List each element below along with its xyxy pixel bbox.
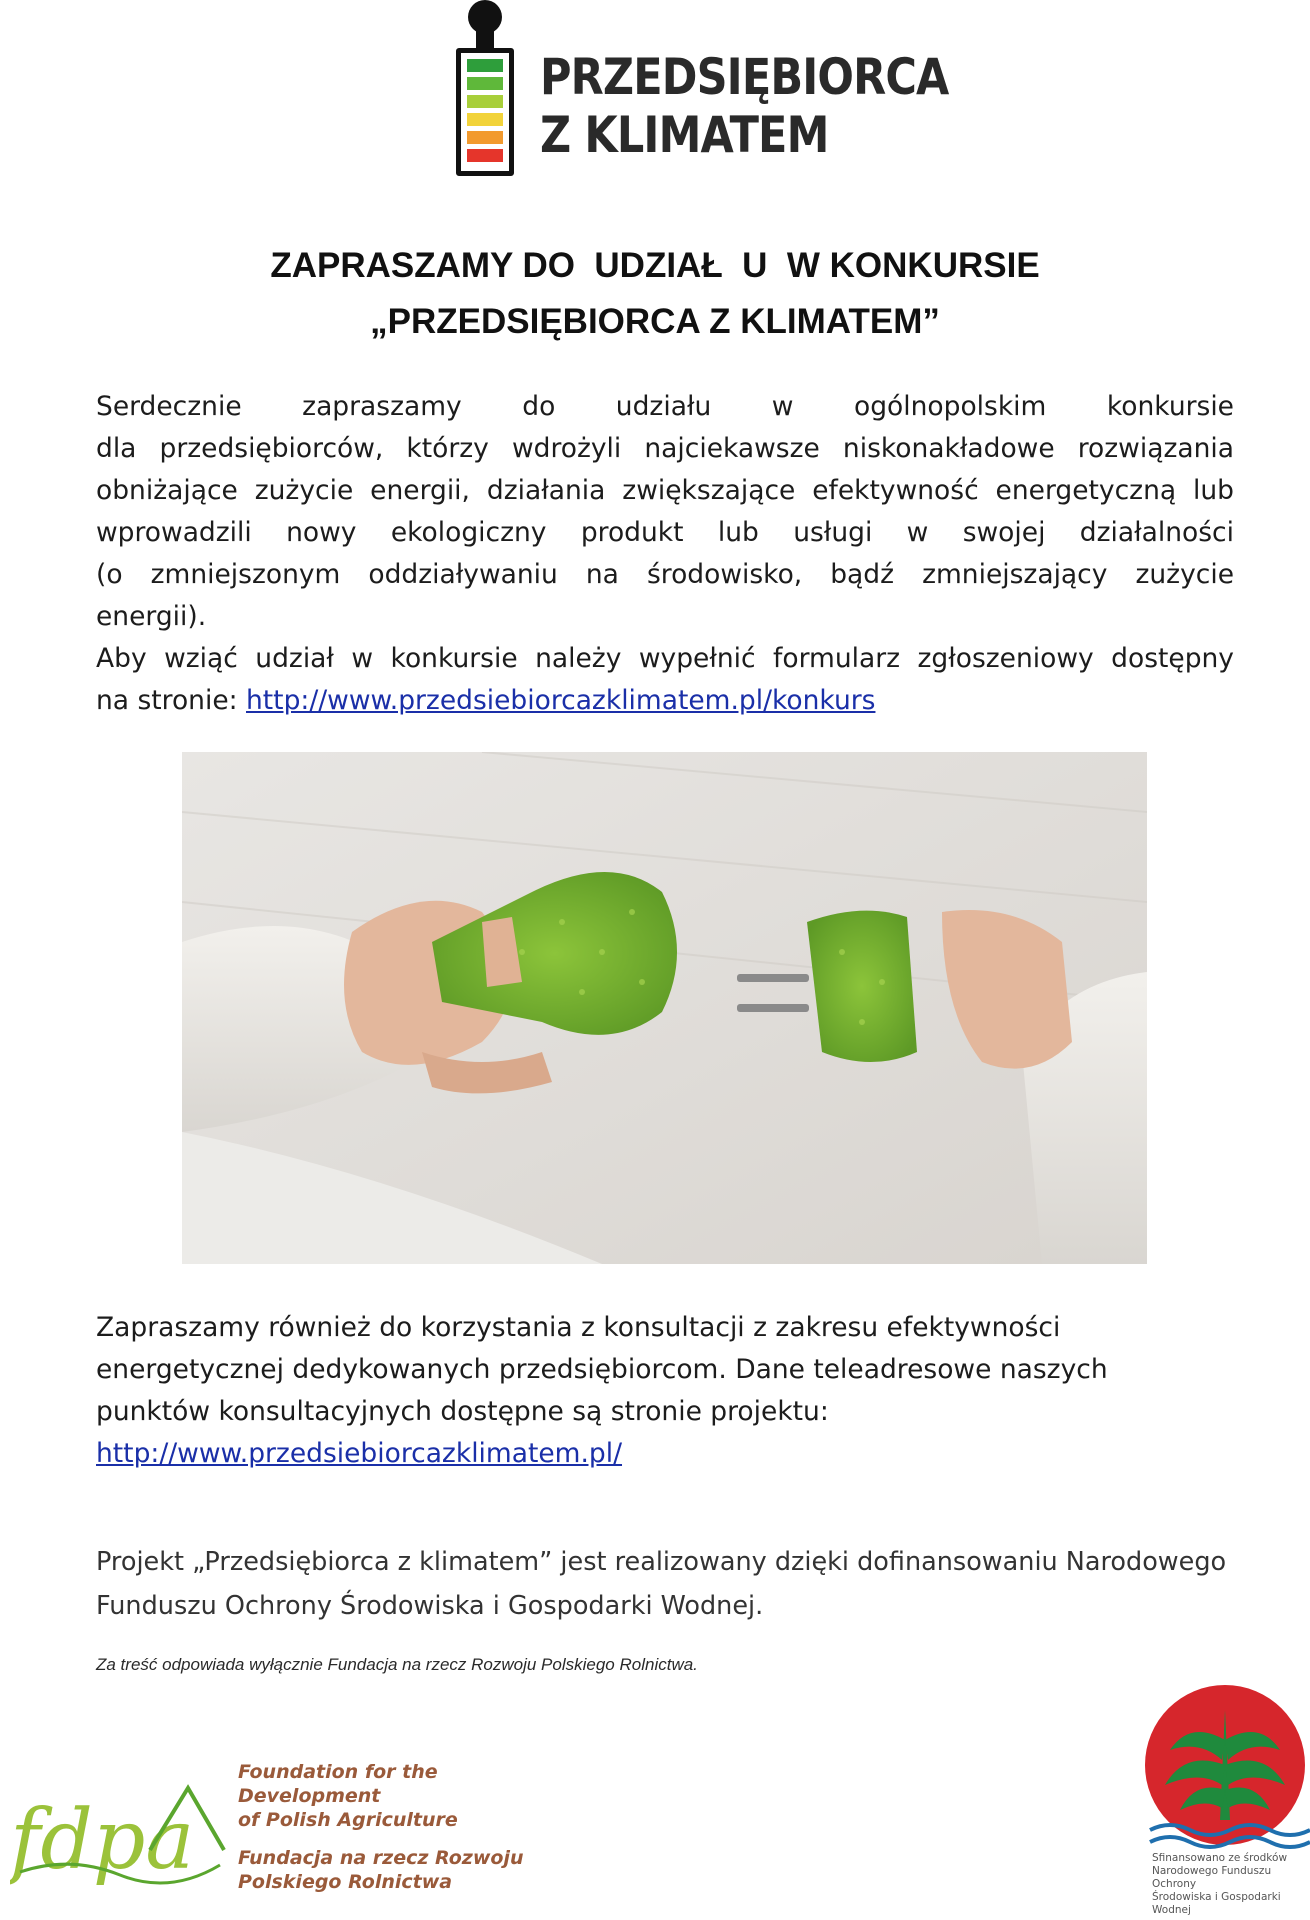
fdpa-name-pl: Polskiego Rolnictwa [238, 1871, 453, 1893]
fdpa-mark-icon [10, 1750, 230, 1900]
intro-line: Serdecznie zapraszamy do udziału w ogólnopolskim konkursie [96, 391, 1234, 422]
green-plug-photo [182, 752, 1147, 1264]
fdpa-mark-text: fdpa [10, 1793, 195, 1888]
intro-line: wprowadzili nowy ekologiczny produkt lub usługi w swojej działalności [96, 517, 1234, 548]
project-logo [450, 0, 949, 175]
consult-line: punktów konsultacyjnych dostępne są stronie projektu: [96, 1396, 829, 1427]
consultation-paragraph [96, 1307, 1234, 1475]
fdpa-name-pl: Fundacja na rzecz Rozwoju [238, 1847, 524, 1869]
funding-line: Funduszu Ochrony Środowiska i Gospodarki Wodnej. [96, 1591, 764, 1621]
title-line-2: „PRZEDSIĘBIORCA Z KLIMATEM” [370, 302, 940, 341]
intro-line: (o zmniejszonym oddziaływaniu na środowisko, bądź zmniejszający zużycie [96, 559, 1234, 590]
disclaimer: Za treść odpowiada wyłącznie Fundacja na rzecz Rozwoju Polskiego Rolnictwa. [96, 1655, 698, 1674]
fdpa-name-en: Foundation for the Development [238, 1761, 438, 1807]
intro-line: energii). [96, 601, 207, 632]
fdpa-name-en: of Polish Agriculture [238, 1809, 458, 1831]
cta-link-line: na stronie: http://www.przedsiebiorcazklimatem.pl/konkurs [96, 685, 876, 716]
intro-paragraph [96, 386, 1234, 722]
project-link[interactable]: http://www.przedsiebiorcazklimatem.pl/ [96, 1438, 623, 1469]
fdpa-logo [10, 1750, 570, 1900]
funding-line: Projekt „Przedsiębiorca z klimatem” jest realizowany dzięki dofinansowaniu Narodowego [96, 1547, 1227, 1577]
intro-line: obniżające zużycie energii, działania zwiększające efektywność energetyczną lub [96, 475, 1234, 506]
consult-line: Zapraszamy również do korzystania z konsultacji z zakresu efektywności [96, 1312, 1061, 1343]
consult-line: energetycznej dedykowanych przedsiębiorcom. Dane teleadresowe naszych [96, 1354, 1108, 1385]
contest-link[interactable]: http://www.przedsiebiorcazklimatem.pl/konkurs [246, 685, 876, 716]
page-title [0, 238, 1310, 350]
logo-wordmark: PRZEDSIĘBIORCA Z KLIMATEM [540, 48, 949, 164]
cta-line: Aby wziąć udział w konkursie należy wypełnić formularz zgłoszeniowy dostępny [96, 643, 1234, 674]
intro-line: dla przedsiębiorców, którzy wdrożyli najciekawsze niskonakładowe rozwiązania [96, 433, 1234, 464]
nfosigw-caption: Sfinansowano ze środków Narodowego Funduszu Ochrony Środowiska i Gospodarki Wodnej [1152, 1852, 1288, 1916]
battery-icon [450, 0, 522, 172]
nfosigw-emblem-icon [1140, 1680, 1310, 1850]
title-line-1: ZAPRASZAMY DO UDZIAŁ U W KONKURSIE [270, 246, 1040, 285]
nfosigw-logo [1140, 1680, 1310, 1920]
funding-paragraph [96, 1540, 1234, 1628]
